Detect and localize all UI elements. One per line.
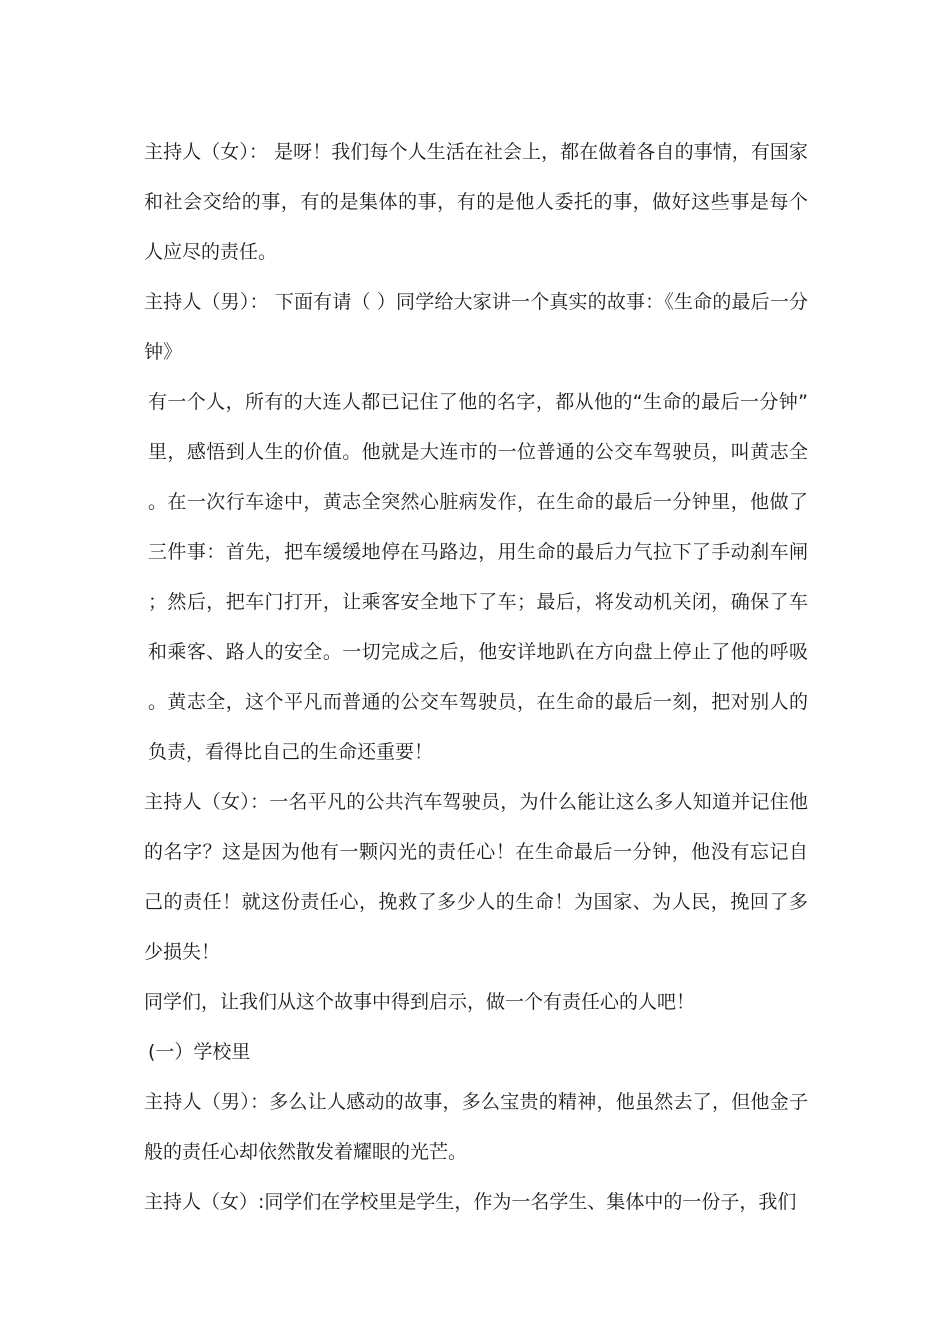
paragraph-host-female-2: 主持人（女）：一名平凡的公共汽车驾驶员，为什么能让这么多人知道并记住他的名字？这是因为他有一颗闪光的责任心！在生命最后一分钟，他没有忘记自己的责任！就这份责任心，挽救了多少人的生命！为国家、为人民，挽回了多少损失！ xyxy=(144,791,808,963)
paragraph-call-to-action: 同学们，让我们从这个故事中得到启示，做一个有责任心的人吧！ xyxy=(144,991,696,1013)
paragraph-host-female-3: 主持人（女）:同学们在学校里是学生，作为一名学生、集体中的一份子，我们 xyxy=(144,1191,797,1213)
document-body xyxy=(144,127,808,1227)
section-heading-school: (一）学校里 xyxy=(148,1041,251,1063)
paragraph-host-female-1: 主持人（女）： 是呀！我们每个人生活在社会上，都在做着各自的事情，有国家和社会交给的事，有的是集体的事，有的是他人委托的事，做好这些事是每个人应尽的责任。 xyxy=(144,141,808,263)
paragraph-host-male-2: 主持人（男）：多么让人感动的故事，多么宝贵的精神，他虽然去了，但他金子般的责任心却依然散发着耀眼的光芒。 xyxy=(144,1091,808,1163)
paragraph-story: 有一个人，所有的大连人都已记住了他的名字，都从他的“生命的最后一分钟”里，感悟到人生的价值。他就是大连市的一位普通的公交车驾驶员，叫黄志全。在一次行车途中，黄志全突然心脏病发作，在生命的最后一分钟里，他做了三件事：首先，把车缓缓地停在马路边，用生命的最后力气拉下了手动刹车闸；然后，把车门打开，让乘客安全地下了车；最后，将发动机关闭，确保了车和乘客、路人的安全。一切完成之后，他安详地趴在方向盘上停止了他的呼吸。黄志全，这个平凡而普通的公交车驾驶员，在生命的最后一刻，把对别人的负责，看得比自己的生命还重要！ xyxy=(148,391,808,763)
paragraph-host-male-1: 主持人（男）： 下面有请（ ）同学给大家讲一个真实的故事：《生命的最后一分钟》 xyxy=(144,291,808,363)
